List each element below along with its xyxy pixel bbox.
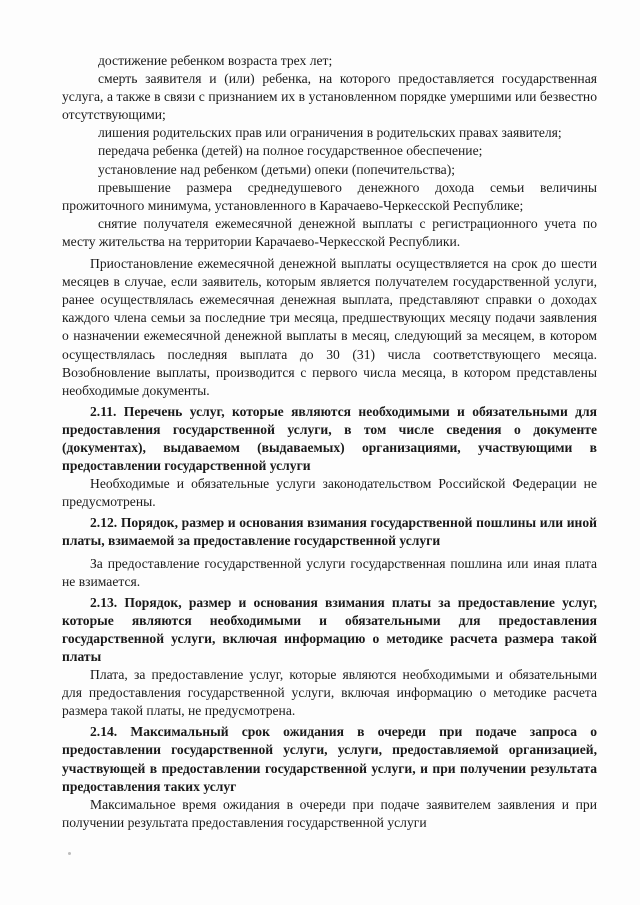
list-item: снятие получателя ежемесячной денежной выплаты с регистрационного учета по месту жительства на территории Карачаево-Черкесской Республики. bbox=[62, 215, 597, 249]
list-item: превышение размера среднедушевого денежного дохода семьи величины прожиточного минимума, установленного в Карачаево-Черкесской Республике; bbox=[62, 179, 597, 213]
section-heading: 2.12. Порядок, размер и основания взимания государственной пошлины или иной платы, взимаемой за предоставление государственной услуги bbox=[62, 515, 597, 549]
section-heading: 2.11. Перечень услуг, которые являются необходимыми и обязательными для предоставления государственной услуги, в том числе сведения о документе (документах), выдаваемом (выдаваемых) организациями, участвующими в предоставлении государственной услуги bbox=[62, 403, 597, 474]
section-heading: 2.13. Порядок, размер и основания взимания платы за предоставление услуг, которые являются необходимыми и обязательными для предоставления государственной услуги, включая информацию о методике расчета размера такой платы bbox=[62, 594, 597, 664]
body-paragraph: Приостановление ежемесячной денежной выплаты осуществляется на срок до шести месяцев в случае, если заявитель, которым является получателем государственной услуги, ранее осуществлялась ежемесячная денежная выплата, представляют справки о доходах каждого члена семьи за последние три месяца, предшествующих месяцу подачи заявления о назначении ежемесячной денежной выплаты в месяц, следующий за месяцем, в котором осуществлялась последняя выплата до 30 (31) числа соответствующего месяца. Возобновление выплаты, производится с первого числа месяца, в котором представлены необходимые документы. bbox=[62, 256, 597, 398]
list-item: установление над ребенком (детьми) опеки (попечительства); bbox=[98, 161, 456, 177]
body-paragraph: Необходимые и обязательные услуги законодательством Российской Федерации не предусмотрены. bbox=[62, 476, 597, 510]
list-item: смерть заявителя и (или) ребенка, на которого предоставляется государственная услуга, а также в связи с признанием их в установленном порядке умершими или безвестно отсутствующими; bbox=[62, 71, 597, 123]
body-paragraph: Максимальное время ожидания в очереди при подаче заявителем заявления и при получении результата предоставления государственной услуги bbox=[62, 796, 597, 830]
scan-speck bbox=[68, 852, 71, 855]
body-paragraph: Плата, за предоставление услуг, которые являются необходимыми и обязательными для предоставления государственной услуги, включая информацию о методике расчета размера такой платы, не предусмотрена. bbox=[62, 667, 597, 719]
list-item: достижение ребенком возраста трех лет; bbox=[98, 53, 333, 68]
body-paragraph: За предоставление государственной услуги государственная пошлина или иная плата не взимается. bbox=[62, 555, 597, 589]
section-heading: 2.14. Максимальный срок ожидания в очереди при подаче запроса о предоставлении государственной услуги, услуги, предоставляемой организацией, участвующей в предоставлении государственной услуги, и при получении результата предоставления таких услуг bbox=[62, 724, 597, 794]
document-body bbox=[62, 52, 597, 832]
list-item: передача ребенка (детей) на полное государственное обеспечение; bbox=[98, 143, 483, 159]
list-item: лишения родительских прав или ограничения в родительских правах заявителя; bbox=[98, 125, 562, 141]
